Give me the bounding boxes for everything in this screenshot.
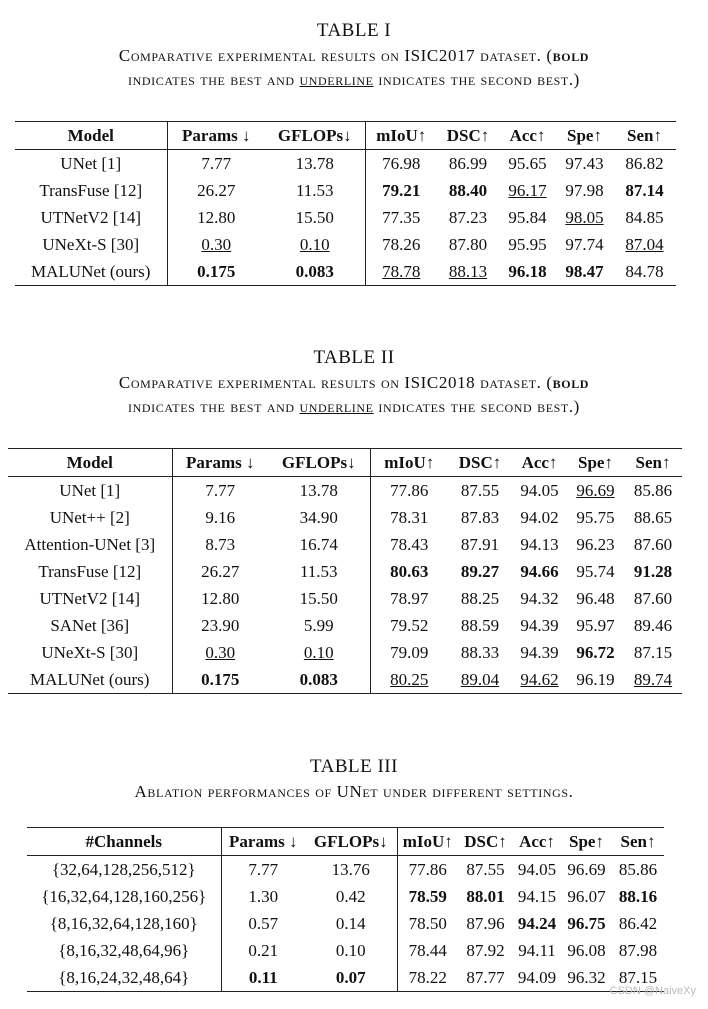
- table2-cell: 87.83: [460, 507, 500, 527]
- table1-cell: 95.84: [508, 207, 547, 227]
- table2-cell: 85.86: [633, 480, 673, 500]
- table1-cell: UTNetV2 [14]: [15, 204, 167, 231]
- table1-cell: 87.14: [625, 180, 664, 200]
- table2-cell: 87.60: [633, 588, 673, 608]
- table3-cell: {8,16,24,32,48,64}: [27, 964, 221, 992]
- table1-cell: 0.10: [265, 231, 365, 258]
- table1-cell: 87.80: [448, 234, 488, 254]
- table1-row: [15, 177, 676, 204]
- table2-header-4: DSC↑: [448, 449, 512, 477]
- table3: [27, 827, 664, 992]
- table3-header-3: mIoU↑: [397, 828, 458, 856]
- table3-header-6: Spe↑: [561, 828, 612, 856]
- table2-row: [8, 558, 682, 585]
- table2-title: TABLE II: [313, 347, 395, 368]
- table1-caption: [0, 44, 708, 92]
- table3-cell: 88.16: [618, 886, 658, 906]
- table2-header-2: GFLOPs↓: [268, 449, 370, 477]
- table3-cell: 0.11: [248, 967, 278, 987]
- table2-cell: 7.77: [205, 480, 236, 500]
- table1-row: [15, 204, 676, 231]
- table1-cell: 88.40: [448, 180, 488, 200]
- table2-row: [8, 639, 682, 666]
- table3-cell: {8,16,32,48,64,96}: [27, 937, 221, 964]
- table2-row: [8, 531, 682, 558]
- table2-cell: 79.09: [390, 642, 429, 662]
- table3-cell: 87.92: [466, 940, 505, 960]
- table3-header-4: DSC↑: [458, 828, 513, 856]
- table3-cell: 96.32: [567, 967, 606, 987]
- table1-header-2: GFLOPs↓: [265, 122, 365, 150]
- table2-cell: 16.74: [268, 531, 370, 558]
- table1-cell: 7.77: [201, 153, 232, 173]
- table2-cell: 12.80: [201, 588, 240, 608]
- table2-row: [8, 504, 682, 531]
- table2-cell: 91.28: [633, 561, 673, 581]
- table2-cell: 78.31: [390, 507, 429, 527]
- table2-cell: 34.90: [268, 504, 370, 531]
- table2: [8, 448, 682, 694]
- table2-cell: 9.16: [205, 507, 236, 527]
- table2-cell: 94.39: [520, 615, 559, 635]
- table2-caption-line1: Comparative experimental results on ISIC2018 dataset. (bold: [118, 373, 590, 392]
- table3-title: TABLE III: [310, 756, 398, 777]
- table2-cell: 94.13: [520, 534, 559, 554]
- table3-cell: 87.15: [618, 967, 658, 987]
- table2-cell: 96.23: [576, 534, 615, 554]
- table2-cell: 95.75: [576, 507, 615, 527]
- table1-cell: 87.23: [448, 207, 488, 227]
- table2-cell: 80.63: [390, 561, 429, 581]
- table1-cell: TransFuse [12]: [15, 177, 167, 204]
- table3-cell: 13.76: [305, 856, 397, 884]
- table2-cell: 8.73: [205, 534, 236, 554]
- table2-cell: 94.39: [520, 642, 559, 662]
- table3-row: [27, 856, 664, 884]
- table1-header-row: [15, 122, 676, 150]
- table2-cell: MALUNet (ours): [8, 666, 172, 694]
- table2-cell: 89.74: [633, 669, 673, 689]
- watermark: CSDN @NaiveXy: [609, 985, 696, 997]
- table2-cell: UTNetV2 [14]: [8, 585, 172, 612]
- table3-row: [27, 883, 664, 910]
- table1-header-5: Acc↑: [499, 122, 556, 150]
- table3-cell: 0.42: [305, 883, 397, 910]
- table1-cell: 86.82: [625, 153, 664, 173]
- table3-cell: 86.42: [618, 913, 658, 933]
- table3-cell: 94.15: [517, 886, 557, 906]
- table3-cell: 7.77: [248, 859, 279, 879]
- table3-cell: 0.57: [248, 913, 279, 933]
- table3-cell: 94.11: [518, 940, 556, 960]
- table1-cell: 0.083: [265, 258, 365, 286]
- table1-header-3: mIoU↑: [365, 122, 437, 150]
- table1-cell: 98.05: [565, 207, 604, 227]
- table1-cell: 88.13: [448, 261, 488, 281]
- table3-header-7: Sen↑: [612, 828, 664, 856]
- table2-cell: UNet++ [2]: [8, 504, 172, 531]
- table2-cell: 88.33: [460, 642, 500, 662]
- table2-caption-line2: indicates the best and underline indicates the second best.): [128, 397, 580, 416]
- table2-cell: 94.32: [520, 588, 559, 608]
- table1-cell: MALUNet (ours): [15, 258, 167, 286]
- table3-header-2: GFLOPs↓: [305, 828, 397, 856]
- table2-row: [8, 477, 682, 505]
- table3-cell: {32,64,128,256,512}: [27, 856, 221, 884]
- table2-cell: 89.27: [460, 561, 500, 581]
- table2-cell: 15.50: [268, 585, 370, 612]
- table1-cell: 76.98: [382, 153, 421, 173]
- table1-header-1: Params ↓: [167, 122, 265, 150]
- table3-cell: 0.07: [305, 964, 397, 992]
- table3-cell: 96.75: [567, 913, 606, 933]
- table3-row: [27, 937, 664, 964]
- table1-cell: 13.78: [265, 150, 365, 178]
- table2-cell: 87.91: [460, 534, 500, 554]
- table3-cell: 0.10: [305, 937, 397, 964]
- table2-cell: 5.99: [268, 612, 370, 639]
- table2-cell: 88.25: [460, 588, 500, 608]
- table3-cell: 78.44: [408, 940, 447, 960]
- table3-cell: 78.59: [408, 886, 447, 906]
- table1-cell: 15.50: [265, 204, 365, 231]
- table3-header-1: Params ↓: [221, 828, 305, 856]
- table1-row: [15, 231, 676, 258]
- table1-header-4: DSC↑: [437, 122, 499, 150]
- table1-cell: 84.78: [625, 261, 664, 281]
- table2-cell: 79.52: [390, 615, 429, 635]
- table1-cell: 84.85: [625, 207, 664, 227]
- table1-header-6: Spe↑: [556, 122, 613, 150]
- table2-cell: 96.69: [576, 480, 615, 500]
- table3-cell: 94.24: [517, 913, 557, 933]
- table3-cell: 1.30: [248, 886, 279, 906]
- table2-cell: 11.53: [268, 558, 370, 585]
- table1-cell: 97.74: [565, 234, 604, 254]
- table1-cell: UNet [1]: [15, 150, 167, 178]
- table1-row: [15, 150, 676, 178]
- table2-caption: [0, 371, 708, 419]
- table2-cell: 94.66: [520, 561, 559, 581]
- table1-cell: 95.65: [508, 153, 547, 173]
- table1-cell: 26.27: [197, 180, 236, 200]
- table1-cell: 77.35: [382, 207, 421, 227]
- table3-cell: 0.21: [248, 940, 279, 960]
- table3-cell: 0.14: [305, 910, 397, 937]
- table2-cell: 23.90: [201, 615, 240, 635]
- table1-cell: 96.17: [508, 180, 547, 200]
- table2-cell: 95.74: [576, 561, 615, 581]
- table1-cell: 78.26: [382, 234, 421, 254]
- table3-caption: [0, 780, 708, 804]
- table3-header-5: Acc↑: [513, 828, 561, 856]
- table2-cell: 0.083: [268, 666, 370, 694]
- table2-cell: 96.48: [576, 588, 615, 608]
- table1-caption-line1: Comparative experimental results on ISIC2017 dataset. (bold: [118, 46, 590, 65]
- table3-cell: 88.01: [466, 886, 505, 906]
- table2-row: [8, 612, 682, 639]
- table2-cell: 94.62: [520, 669, 559, 689]
- table2-cell: 87.55: [460, 480, 500, 500]
- table2-header-5: Acc↑: [512, 449, 567, 477]
- table2-header-3: mIoU↑: [370, 449, 448, 477]
- table1-cell: 79.21: [382, 180, 421, 200]
- table3-cell: 87.55: [466, 859, 505, 879]
- table3-cell: {8,16,32,64,128,160}: [27, 910, 221, 937]
- table2-cell: SANet [36]: [8, 612, 172, 639]
- table1-cell: UNeXt-S [30]: [15, 231, 167, 258]
- table1: [15, 121, 676, 286]
- table3-row: [27, 910, 664, 937]
- table3-header-row: [27, 828, 664, 856]
- table2-cell: 88.65: [633, 507, 673, 527]
- table2-header-6: Spe↑: [567, 449, 624, 477]
- table2-cell: Attention-UNet [3]: [8, 531, 172, 558]
- table2-header-0: Model: [8, 449, 172, 477]
- table2-row: [8, 585, 682, 612]
- table1-cell: 97.43: [565, 153, 604, 173]
- table3-cell: 87.98: [618, 940, 658, 960]
- table1-row: [15, 258, 676, 286]
- table2-cell: 94.05: [520, 480, 559, 500]
- table3-cell: 77.86: [408, 859, 447, 879]
- table1-cell: 86.99: [448, 153, 488, 173]
- table2-cell: TransFuse [12]: [8, 558, 172, 585]
- table2-cell: 96.72: [576, 642, 615, 662]
- table3-cell: 85.86: [618, 859, 658, 879]
- table1-cell: 95.95: [508, 234, 547, 254]
- table2-cell: 89.04: [460, 669, 500, 689]
- table3-header-0: #Channels: [27, 828, 221, 856]
- table1-cell: 78.78: [382, 261, 421, 281]
- table3-cell: 78.50: [408, 913, 447, 933]
- table2-cell: 13.78: [268, 477, 370, 505]
- table1-cell: 0.175: [197, 261, 236, 281]
- table2-cell: UNeXt-S [30]: [8, 639, 172, 666]
- table3-cell: 78.22: [408, 967, 447, 987]
- table1-cell: 87.04: [625, 234, 664, 254]
- table3-caption-line1: Ablation performances of UNet under different settings.: [134, 782, 574, 801]
- table2-cell: 0.10: [268, 639, 370, 666]
- table2-header-row: [8, 449, 682, 477]
- table3-cell: 87.77: [466, 967, 505, 987]
- table1-cell: 0.30: [201, 234, 232, 254]
- table2-cell: 77.86: [390, 480, 429, 500]
- table2-cell: 0.175: [201, 669, 240, 689]
- table1-header-7: Sen↑: [613, 122, 676, 150]
- table3-cell: 94.05: [517, 859, 557, 879]
- table3-cell: 96.69: [567, 859, 606, 879]
- table2-cell: 0.30: [205, 642, 236, 662]
- table2-cell: 78.97: [390, 588, 429, 608]
- table2-cell: UNet [1]: [8, 477, 172, 505]
- table3-cell: 96.07: [567, 886, 606, 906]
- table2-cell: 87.15: [633, 642, 673, 662]
- table1-title: TABLE I: [316, 20, 392, 41]
- table2-row: [8, 666, 682, 694]
- table1-cell: 98.47: [565, 261, 604, 281]
- table3-row: [27, 964, 664, 992]
- table1-cell: 12.80: [197, 207, 236, 227]
- table3-cell: 94.09: [517, 967, 557, 987]
- table2-cell: 80.25: [390, 669, 429, 689]
- table3-cell: 96.08: [567, 940, 606, 960]
- table1-cell: 11.53: [265, 177, 365, 204]
- table2-header-1: Params ↓: [172, 449, 268, 477]
- table1-cell: 96.18: [508, 261, 547, 281]
- table1-caption-line2: indicates the best and underline indicates the second best.): [128, 70, 580, 89]
- table2-cell: 88.59: [460, 615, 500, 635]
- table2-cell: 89.46: [633, 615, 673, 635]
- table2-cell: 26.27: [201, 561, 240, 581]
- table2-cell: 96.19: [576, 669, 615, 689]
- table3-cell: {16,32,64,128,160,256}: [27, 883, 221, 910]
- table2-cell: 87.60: [633, 534, 673, 554]
- table3-cell: 87.96: [466, 913, 505, 933]
- table2-header-7: Sen↑: [624, 449, 682, 477]
- table1-cell: 97.98: [565, 180, 604, 200]
- table1-header-0: Model: [15, 122, 167, 150]
- table2-cell: 95.97: [576, 615, 615, 635]
- table2-cell: 78.43: [390, 534, 429, 554]
- table2-cell: 94.02: [520, 507, 559, 527]
